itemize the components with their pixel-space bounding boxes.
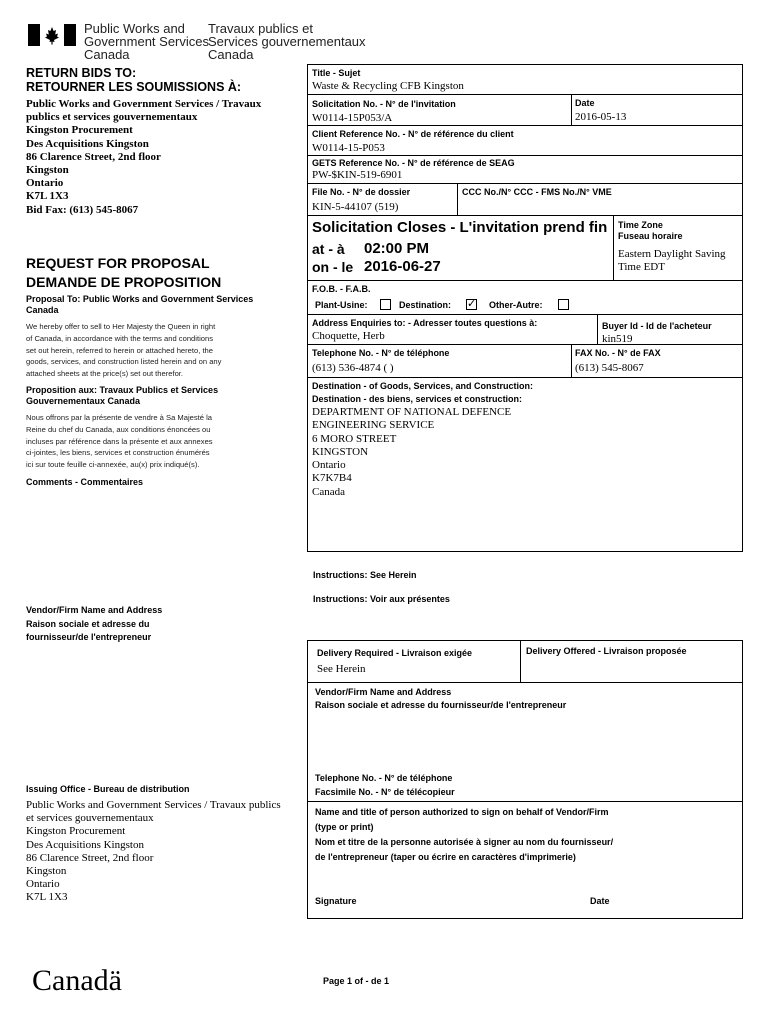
- proposition-aux-text: Nous offrons par la présente de vendre à Sa Majesté la Reine du chef du Canada, aux conditions énoncées ou incluses par référence dans la présente et aux annexes ci-jointes, les biens, services et construction énumérés ici sur toute feuille ci-annexée, au(x) prix indiqué(s).: [26, 413, 213, 470]
- delivery-offered-field[interactable]: [521, 658, 741, 680]
- closing-date-label: on - le: [312, 259, 354, 275]
- time-zone-value: Eastern Daylight Saving Time EDT: [618, 248, 726, 273]
- title-value: Waste & Recycling CFB Kingston: [312, 80, 464, 92]
- vendor-phone-fax-label: Telephone No. - N° de téléphone Facsimile No. - N° de télécopieur: [315, 773, 455, 797]
- destination-checkbox[interactable]: ✓: [467, 298, 477, 310]
- closing-date-value: 2016-06-27: [364, 258, 441, 275]
- proposal-to-heading: Proposal To: Public Works and Government Services Canada: [26, 294, 254, 315]
- canada-flag-icon: [28, 24, 76, 46]
- address-enquiries-value: Choquette, Herb: [312, 330, 385, 342]
- buyer-id-value: kin519: [602, 333, 633, 345]
- delivery-required-label: Delivery Required - Livraison exigée: [317, 648, 473, 658]
- document-title: REQUEST FOR PROPOSAL DEMANDE DE PROPOSITION: [26, 255, 222, 290]
- time-zone-label: Time Zone Fuseau horaire: [618, 220, 683, 241]
- proposition-aux-heading: Proposition aux: Travaux Publics et Services Gouvernementaux Canada: [26, 385, 219, 406]
- file-number-value: KIN-5-44107 (519): [312, 201, 399, 213]
- file-number-label: File No. - N° de dossier: [312, 187, 411, 197]
- return-bids-heading: RETURN BIDS TO: RETOURNER LES SOUMISSIONS À:: [26, 66, 242, 94]
- signature-label: Signature: [315, 896, 357, 906]
- telephone-label: Telephone No. - N° de téléphone: [312, 348, 450, 358]
- authorized-person-label: Name and title of person authorized to sign on behalf of Vendor/Firm (type or print) Nom et titre de la personne autorisée à signer au nom du fournisseur/ de l'entrepreneur (taper ou écrire en caractères d'imprimerie): [315, 807, 614, 862]
- delivery-offered-label: Delivery Offered - Livraison proposée: [526, 646, 687, 656]
- destination-address: DEPARTMENT OF NATIONAL DEFENCE ENGINEERING SERVICE 6 MORO STREET KINGSTON Ontario K7K7B4 Canada: [312, 406, 512, 498]
- plant-usine-label: Plant-Usine:: [315, 300, 368, 310]
- other-autre-label: Other-Autre:: [489, 300, 543, 310]
- closing-time-value: 02:00 PM: [364, 240, 430, 257]
- issuing-office-label: Issuing Office - Bureau de distribution: [26, 784, 190, 794]
- client-reference-value: W0114-15-P053: [312, 142, 385, 154]
- department-name-english: Public Works and Government Services Canada: [84, 21, 209, 62]
- return-bids-address: Public Works and Government Services / Travaux publics et services gouvernementaux Kingston Procurement Des Acquisitions Kingston 86 Clarence Street, 2nd floor Kingston Ontario K7L 1X3 Bid Fax: (613) 545-8067: [26, 98, 262, 216]
- authorized-person-field[interactable]: [309, 866, 739, 892]
- buyer-id-label: Buyer Id - Id de l'acheteur: [602, 321, 712, 331]
- fax-label: FAX No. - N° de FAX: [575, 348, 661, 358]
- department-name-french: Travaux publics et Services gouvernementaux Canada: [208, 21, 366, 62]
- address-enquiries-label: Address Enquiries to: - Adresser toutes questions à:: [312, 318, 538, 328]
- solicitation-closes-heading: Solicitation Closes - L'invitation prend fin: [312, 219, 608, 236]
- canada-wordmark: Canadä: [32, 964, 122, 997]
- date-value: 2016-05-13: [575, 111, 627, 123]
- signature-date-label: Date: [590, 896, 610, 906]
- plant-usine-checkbox[interactable]: [380, 299, 391, 310]
- vendor-firm-field[interactable]: [309, 712, 739, 770]
- date-label: Date: [575, 98, 595, 108]
- ccc-number-label: CCC No./N° CCC - FMS No./N° VME: [462, 187, 612, 197]
- gets-reference-label: GETS Reference No. - N° de référence de SEAG: [312, 158, 515, 168]
- page-number: Page 1 of - de 1: [323, 976, 390, 986]
- telephone-value: (613) 536-4874 ( ): [312, 362, 394, 374]
- other-autre-checkbox[interactable]: [558, 299, 569, 310]
- destination-fob-label: Destination:: [399, 300, 452, 310]
- vendor-name-address-label: Vendor/Firm Name and Address Raison sociale et adresse du fournisseur/de l'entrepreneur: [26, 605, 163, 642]
- fax-value: (613) 545-8067: [575, 362, 644, 374]
- solicitation-number-value: W0114-15P053/A: [312, 112, 393, 124]
- client-reference-label: Client Reference No. - N° de référence du client: [312, 129, 514, 139]
- issuing-office-address: Public Works and Government Services / Travaux publics et services gouvernementaux Kingston Procurement Des Acquisitions Kingston 86 Clarence Street, 2nd floor Kingston Ontario K7L 1X3: [26, 799, 281, 904]
- comments-label: Comments - Commentaires: [26, 477, 144, 487]
- instructions-english: Instructions: See Herein: [313, 570, 417, 580]
- delivery-required-value: See Herein: [317, 663, 366, 675]
- gets-reference-value: PW-$KIN-519-6901: [312, 169, 403, 181]
- proposal-to-text: We hereby offer to sell to Her Majesty the Queen in right of Canada, in accordance with the terms and conditions set out herein, referred to herein or attached hereto, the goods, services, and construction listed herein and on any attached sheets at the price(s) set out therefor.: [26, 322, 222, 379]
- fob-label: F.O.B. - F.A.B.: [312, 284, 371, 294]
- instructions-french: Instructions: Voir aux présentes: [313, 594, 450, 604]
- title-label: Title - Sujet: [312, 68, 361, 78]
- solicitation-number-label: Solicitation No. - N° de l'invitation: [312, 99, 456, 109]
- closing-time-label: at - à: [312, 241, 345, 257]
- vendor-firm-label: Vendor/Firm Name and Address Raison sociale et adresse du fournisseur/de l'entrepreneur: [315, 687, 567, 710]
- destination-goods-label: Destination - of Goods, Services, and Construction: Destination - des biens, services et construction:: [312, 381, 534, 404]
